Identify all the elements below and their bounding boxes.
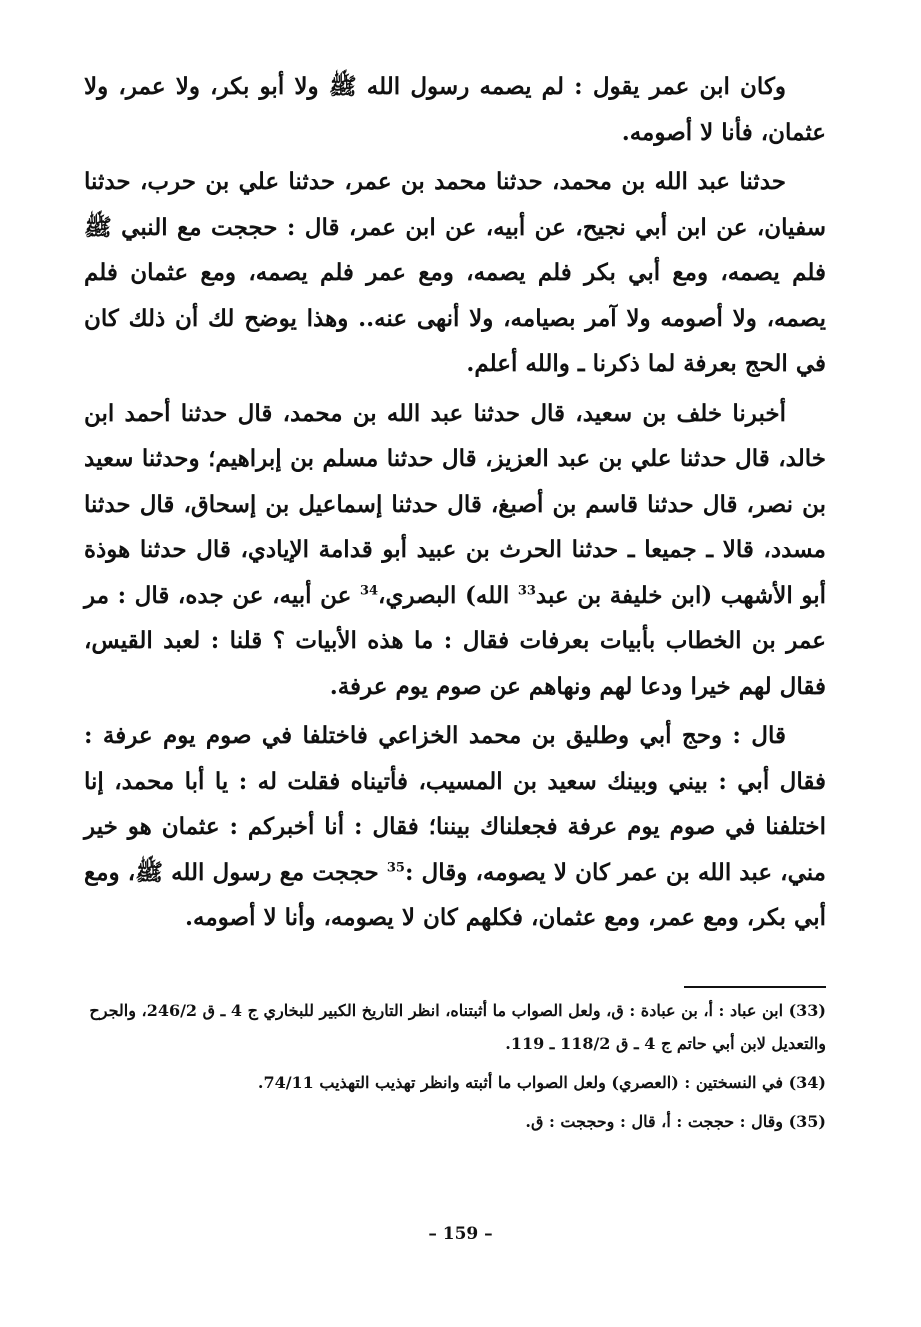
paragraph-2 [84, 159, 826, 387]
footnote-34: (34) في النسختين : (العصري) ولعل الصواب ما أثبته وانظر تهذيب التهذيب 74/11. [257, 1073, 826, 1092]
footnote-33: (33) ابن عباد : أ، بن عبادة : ق، ولعل الصواب ما أثبتناه، انظر التاريخ الكبير للبخاري ج 4 ـ ق 246/2، والجرح والتعديل لابن أبي حاتم ج 4 ـ ق 118/2 ـ 119. [89, 1001, 826, 1053]
paragraph-3-text-a: أخبرنا خلف بن سعيد، قال حدثنا عبد الله بن محمد، قال حدثنا أحمد ابن خالد، قال حدثنا علي بن عبد العزيز، قال حدثنا مسلم بن إبراهيم؛ وحدثنا سعيد بن نصر، قال حدثنا قاسم بن أصبغ، قال حدثنا إسماعيل بن إسحاق، قال حدثنا مسدد، قالا ـ جميعا ـ حدثنا الحرث بن عبيد أبو قدامة الإيادي، قال حدثنا هوذة أبو الأشهب (ابن خليفة بن عبد [84, 399, 826, 609]
paragraph-4-text-a: وحج أبي وطليق بن محمد الخزاعي فاختلفا في صوم يوم عرفة : فقال أبي : بيني وبينك سعيد بن المسيب، فأتيناه فقلت له : يا أبا محمد، إنا اختلفنا في صوم يوم عرفة فجعلناك بيننا؛ فقال : أنا أخبركم : عثمان هو خير مني، عبد الله بن عمر كان لا يصومه، وقال : [84, 722, 826, 886]
main-text [84, 64, 826, 945]
paragraph-3-text-b: الله) البصري، [378, 581, 518, 609]
footnote-separator [684, 986, 826, 988]
paragraph-4 [84, 713, 826, 941]
footnote-ref-35[interactable]: 35 [386, 859, 405, 875]
paragraph-2-text: حدثنا عبد الله بن محمد، حدثنا محمد بن عمر، حدثنا علي بن حرب، حدثنا سفيان، عن ابن أبي نجيح، عن أبيه، عن ابن عمر، قال : حججت مع النبي ﷺ فلم يصمه، ومع أبي بكر فلم يصمه، ومع عمر فلم يصمه، ومع عثمان فلم يصمه، ولا أصومه ولا آمر بصيامه، ولا أنهى عنه.. وهذا يوضح لك أن ذلك كان في الحج بعرفة لما ذكرنا ـ والله أعلم. [84, 168, 826, 377]
page-number: – 159 – [428, 1224, 493, 1244]
paragraph-1 [84, 64, 826, 155]
paragraph-4-text-b: حججت مع رسول الله ﷺ، ومع أبي بكر، ومع عمر، ومع عثمان، فكلهم كان لا يصومه، وأنا لا أصومه. [84, 858, 826, 931]
paragraph-1-text: وكان ابن عمر يقول : لم يصمه رسول الله ﷺ ولا أبو بكر، ولا عمر، ولا عثمان، فأنا لا أصومه. [84, 73, 826, 146]
footnote-35: (35) وقال : حججت : أ، قال : وحججت : ق. [525, 1112, 826, 1131]
paragraph-3-text-c: عن أبيه، عن جده، قال : مر عمر بن الخطاب بأبيات بعرفات فقال : ما هذه الأبيات ؟ قلنا : لعبد القيس، فقال لهم خيرا ودعا لهم ونهاهم عن صوم يوم عرفة. [84, 581, 826, 700]
paragraph-4-lead: قال : [722, 722, 787, 749]
paragraph-3 [84, 391, 826, 710]
footnotes [84, 994, 826, 1144]
footnote-ref-34[interactable]: 34 [359, 582, 379, 598]
footnote-ref-33[interactable]: 33 [517, 582, 536, 598]
